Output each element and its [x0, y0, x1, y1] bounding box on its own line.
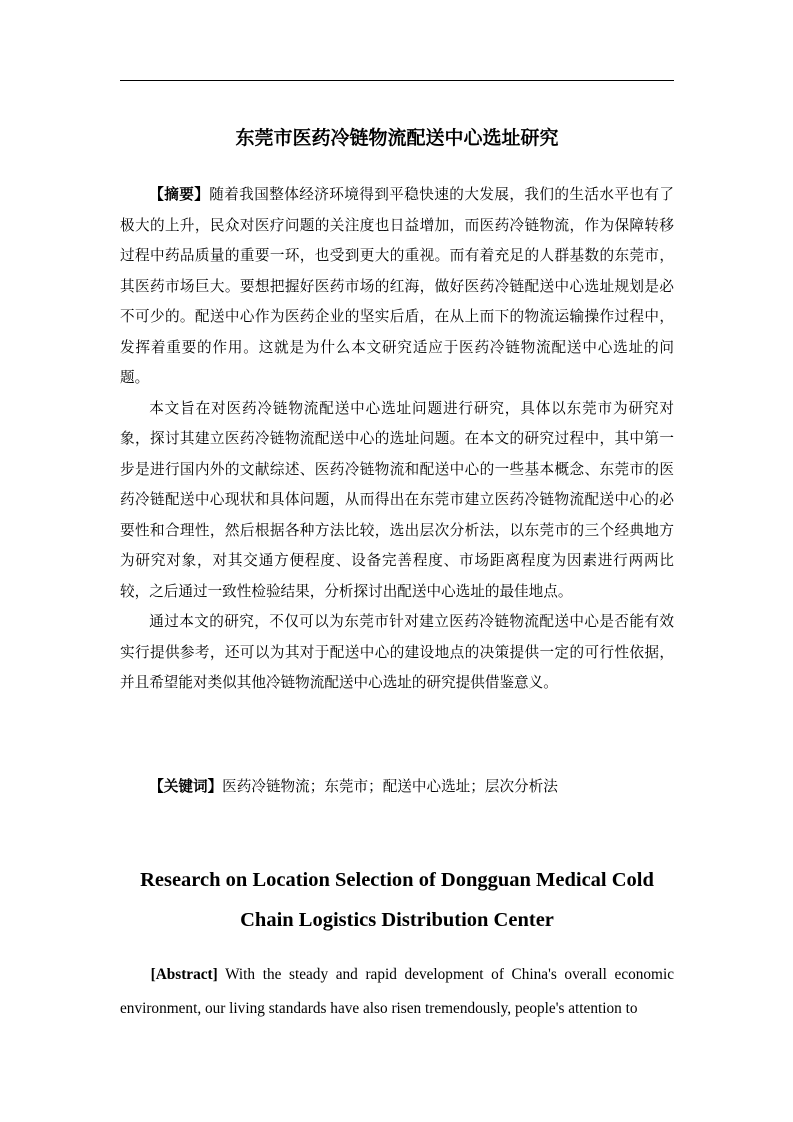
abstract-paragraph-2: 本文旨在对医药冷链物流配送中心选址问题进行研究，具体以东莞市为研究对象，探讨其建立医药冷链物流配送中心的选址问题。在本文的研究过程中，其中第一步是进行国内外的文献综述、医药冷链物流和配送中心的一些基本概念、东莞市的医药冷链配送中心现状和具体问题，从而得出在东莞市建立医药冷链物流配送中心的必要性和合理性，然后根据各种方法比较，选出层次分析法，以东莞市的三个经典地方为研究对象，对其交通方便程度、设备完善程度、市场距离程度为因素进行两两比较，之后通过一致性检验结果，分析探讨出配送中心选址的最佳地点。 — [120, 399, 674, 600]
header-rule — [120, 80, 674, 81]
chinese-title: 东莞市医药冷链物流配送中心选址研究 — [235, 127, 559, 149]
keywords-line — [120, 772, 674, 802]
english-title-line-2: Chain Logistics Distribution Center — [240, 909, 554, 931]
abstract-paragraph-1-text: 随着我国整体经济环境得到平稳快速的大发展，我们的生活水平也有了极大的上升，民众对医疗问题的关注度也日益增加，而医药冷链物流，作为保障转移过程中药品质量的重要一环，也受到更大的重视。而有着充足的人群基数的东莞市，其医药市场巨大。要想把握好医药市场的红海，做好医药冷链配送中心选址规划是必不可少的。配送中心作为医药企业的坚实后盾，在从上而下的物流运输操作过程中，发挥着重要的作用。这就是为什么本文研究适应于医药冷链物流配送中心选址的问题。 — [120, 186, 674, 386]
english-abstract-label: [Abstract] — [150, 966, 218, 983]
abstract-label: 【摘要】 — [149, 186, 210, 203]
keywords-text: 医药冷链物流；东莞市；配送中心选址；层次分析法 — [222, 778, 558, 795]
chinese-abstract — [120, 180, 674, 699]
english-title — [120, 860, 674, 940]
keywords-label: 【关键词】 — [149, 778, 223, 795]
english-title-line-1: Research on Location Selection of Dongguan Medical Cold — [140, 869, 654, 891]
english-abstract — [120, 958, 674, 1026]
abstract-paragraph-3: 通过本文的研究，不仅可以为东莞市针对建立医药冷链物流配送中心是否能有效实行提供参考，还可以为其对于配送中心的建设地点的决策提供一定的可行性依据，并且希望能对类似其他冷链物流配送中心选址的研究提供借鉴意义。 — [120, 613, 674, 691]
abstract-paragraph-1 — [120, 180, 674, 394]
english-abstract-text: With the steady and rapid development of China's overall economic environment, our living standards have also risen tremendously, people's attention to — [120, 966, 674, 1017]
